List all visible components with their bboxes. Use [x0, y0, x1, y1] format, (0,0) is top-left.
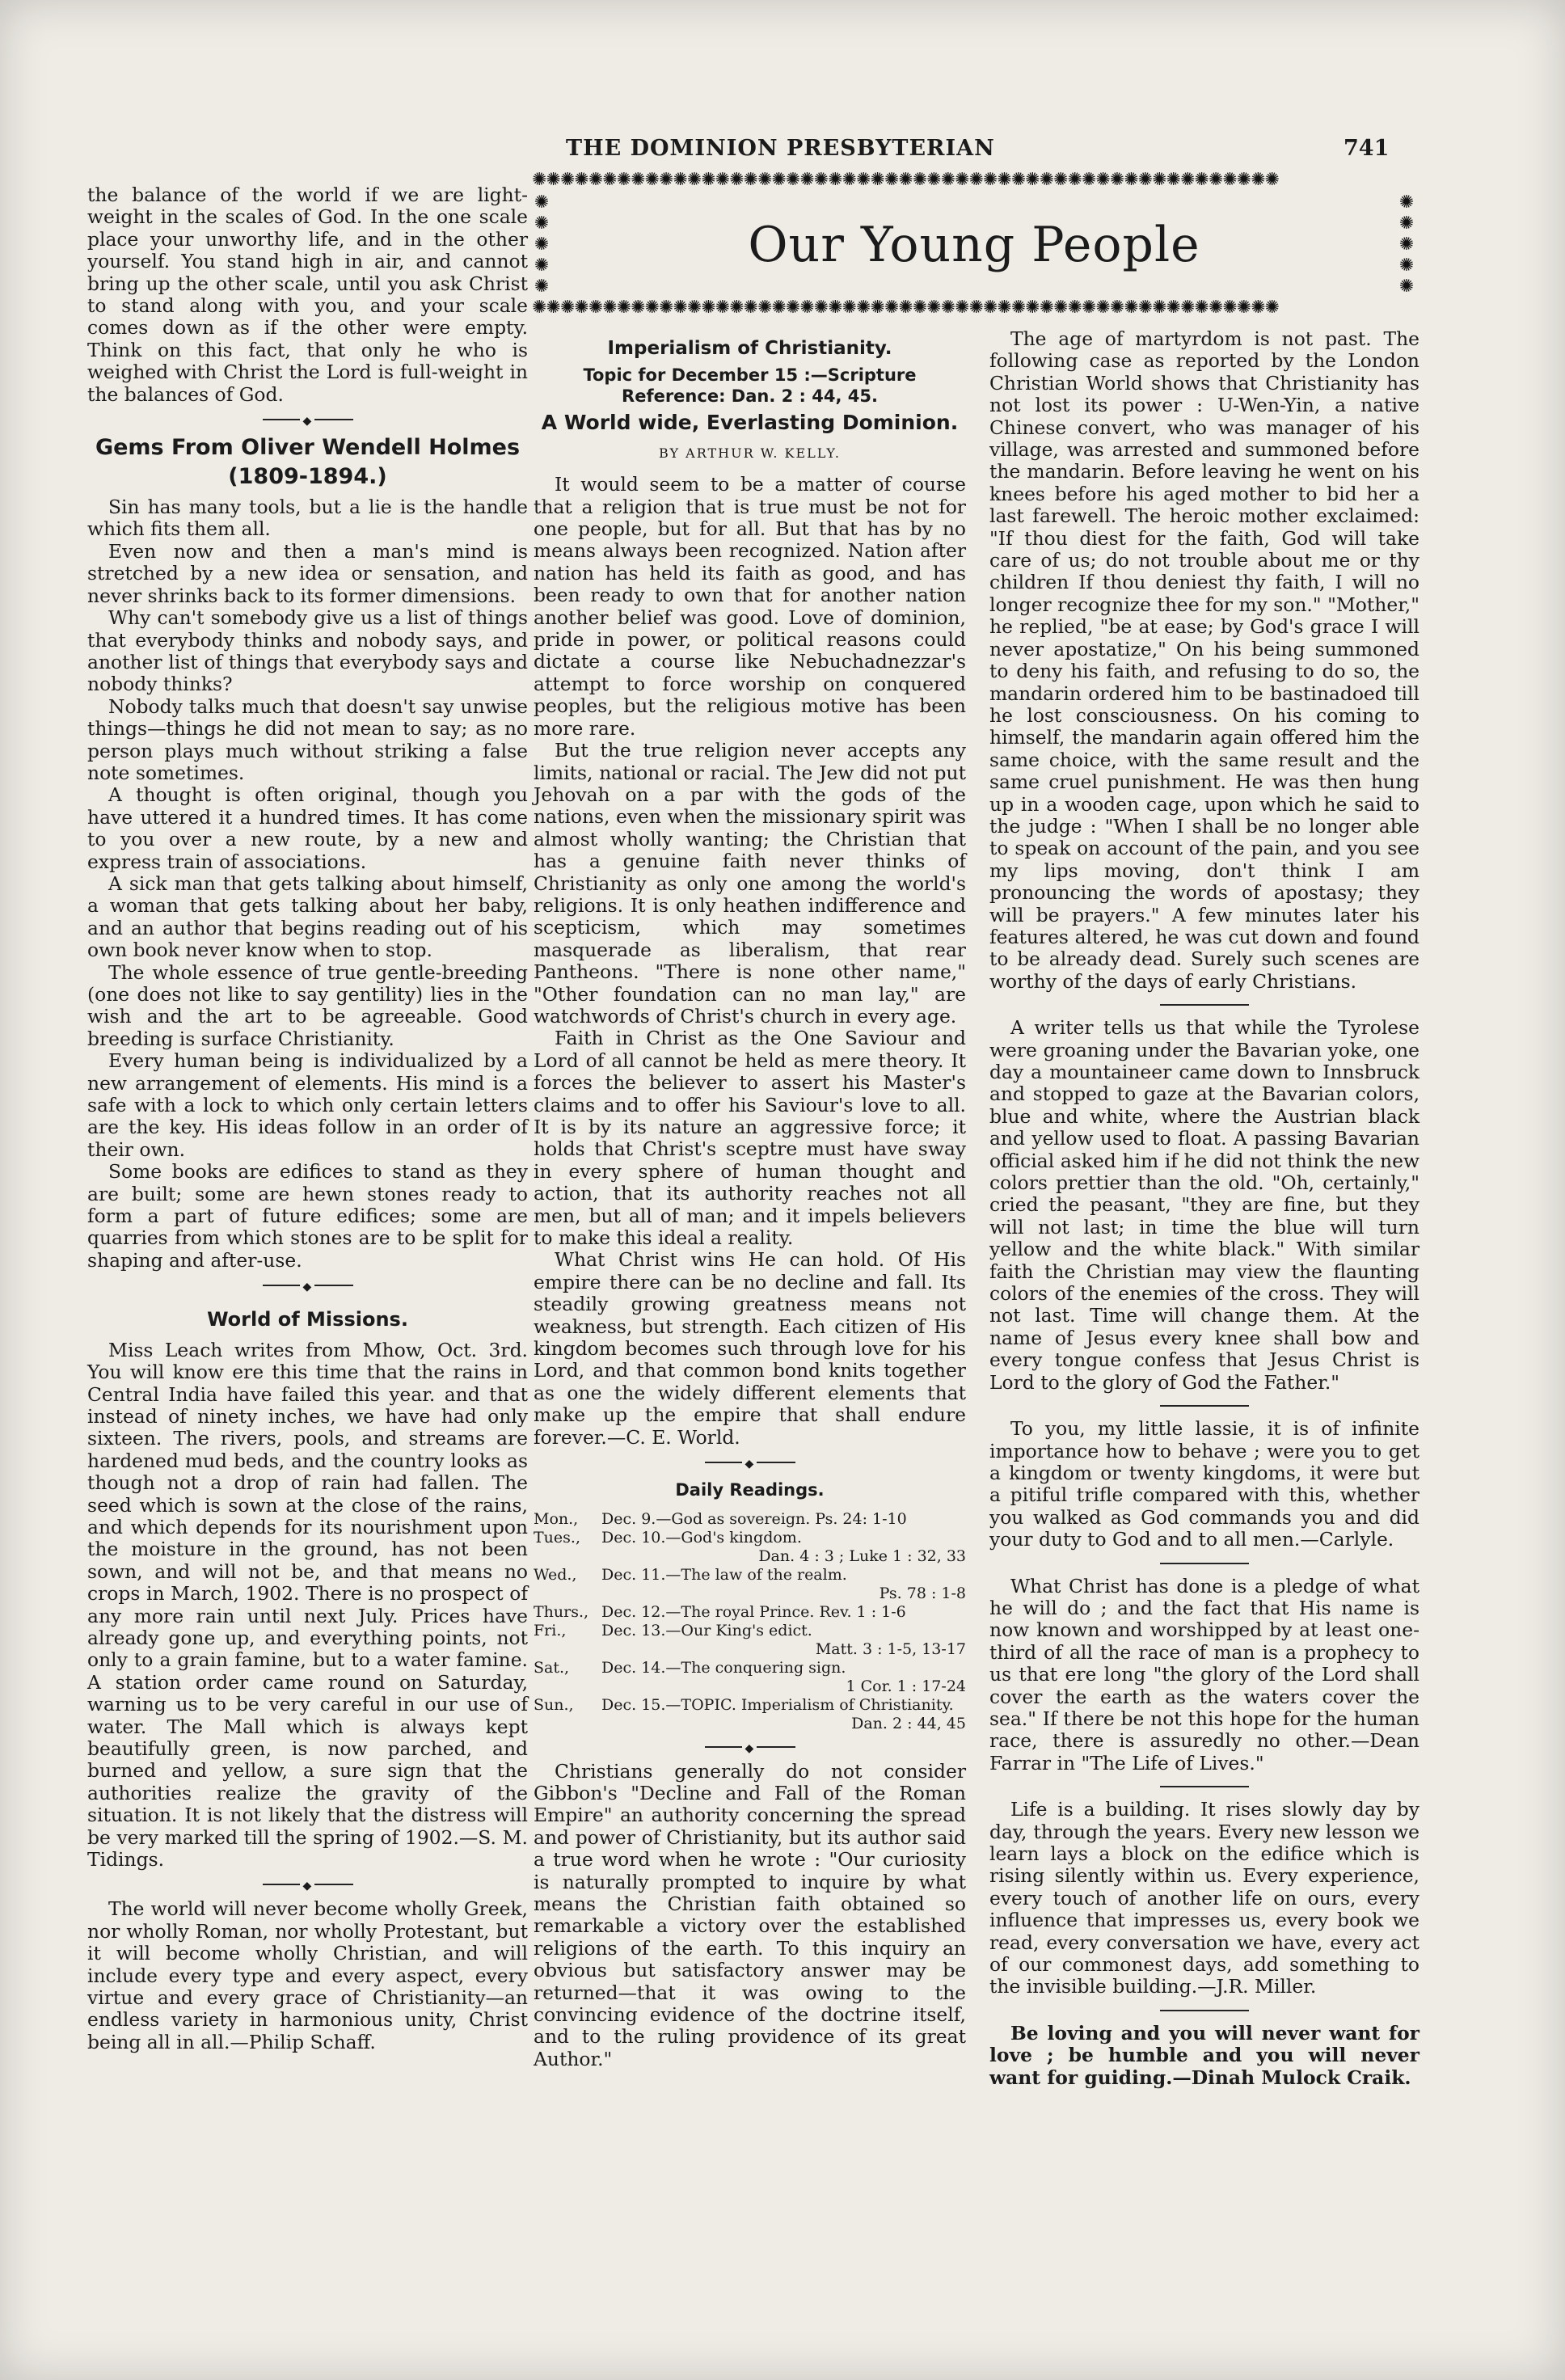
reading-item	[534, 1622, 966, 1640]
missions-heading: World of Missions.	[207, 1308, 408, 1331]
reading-text: Dec. 11.—The law of the realm.	[601, 1565, 847, 1584]
reading-day: Thurs.,	[534, 1602, 589, 1621]
daily-readings-heading: Daily Readings.	[675, 1480, 825, 1500]
reading-continuation: Matt. 3 : 1-5, 13-17	[815, 1639, 966, 1658]
ornament-border-left: ✺ ✺ ✺ ✺ ✺	[534, 192, 550, 297]
missions-paragraph: Miss Leach writes from Mhow, Oct. 3rd. You will know ere this time that the rains in Central India have failed this year. and that instead of ninety inches, we have had only sixteen. The rivers, pools, and streams are hardened mud beds, and the country looks as though not a drop of rain had fallen. The seed which is sown at the close of the rains, and which depends for its nourishment upon the moisture in the ground, has not been sown, and will not be, and that means no crops in March, 1902. There is no prospect of any more rain until next July. Prices have already gone up, and everything points, not only to a grain famine, but to a water famine. A station order came round on Saturday, warning us to be very careful in our use of water. The Mall which is always kept beautifully green, is now parched, and burned and yellow, a sure sign that the authorities realize the gravity of the situation. It is not likely that the distress will be very marked till the spring of 1902.—S. M. Tidings.	[87, 1338, 528, 1872]
byline: BY ARTHUR W. KELLY.	[659, 445, 841, 461]
intro-paragraph: the balance of the world if we are light-weight in the scales of God. In the one scale place your unworthy life, and in the other yourself. You stand high in air, and cannot bring up the other scale, until you ask Christ to stand along with you, and your scale comes down as if the other were empty. Think on this fact, that only he who is weighed with Christ the Lord is full-weight in the balances of God.	[87, 184, 528, 406]
section-divider	[534, 1454, 966, 1471]
gem-paragraph: Nobody talks much that doesn't say unwise things—things he did not mean to say; as no person plays much without striking a false note sometimes.	[87, 694, 528, 784]
tyrolese-paragraph: A writer tells us that while the Tyrolese were groaning under the Bavarian yoke, one day a mountaineer came down to Innsbruck and stopped to gaze at the Bavarian colors, blue and white, where the Austrian black and yellow used to float. A passing Bavarian official asked him if he did not think the new colors prettier than the old. "Oh, certainly," cried the peasant, "they are fine, but they will not last; in time the blue will turn yellow and the white black." With similar faith the Christian may view the flaunting colors of the enemies of the cross. They will not last. Time will change them. At the name of Jesus every knee shall bow and every tongue confess that Jesus Christ is Lord to the glory of God the Father."	[989, 1016, 1419, 1394]
daily-readings-list	[534, 1510, 966, 1733]
miller-paragraph: Life is a building. It rises slowly day by day, through the years. Every new lesson we learn lays a block on the edifice which is rising silently within us. Every experience, every touch of another life on ours, every influence that impresses us, every book we read, every conversation we have, every act of our commonest days, add something to the invisible building.—J.R. Miller.	[989, 1798, 1419, 1998]
running-title: THE DOMINION PRESBYTERIAN	[566, 136, 995, 161]
topic-line: Topic for December 15 :—Scripture Reference: Dan. 2 : 44, 45.	[583, 365, 917, 407]
left-column	[87, 184, 528, 2053]
carlyle-paragraph: To you, my little lassie, it is of infinite importance how to behave ; were you to get a kingdom or twenty kingdoms, it were but a pitiful trifle compared with this, whether you walked as God commands you and did your duty to God and to all men.—Carlyle.	[989, 1417, 1419, 1551]
section-divider	[87, 1277, 528, 1294]
section-title: Our Young People	[748, 217, 1200, 273]
section-divider	[87, 1876, 528, 1893]
ornament-border-top: ✺✺✺✺✺✺✺✺✺✺✺✺✺✺✺✺✺✺✺✺✺✺✺✺✺✺✺✺✺✺✺✺✺✺✺✺✺✺✺✺✺✺✺✺✺✺✺✺✺✺✺✺✺	[532, 171, 1279, 189]
ornament-border-right: ✺ ✺ ✺ ✺ ✺	[1398, 192, 1415, 297]
reading-day: Tues.,	[534, 1528, 580, 1547]
schaff-paragraph: The world will never become wholly Greek, nor wholly Roman, nor wholly Protestant, but it will become wholly Christian, and will include every type and every aspect, every virtue and every grace of Christianity—an endless variety in harmonious unity, Christ being all in all.—Philip Schaff.	[87, 1897, 528, 2053]
reading-continuation: Dan. 2 : 44, 45	[851, 1714, 966, 1732]
ornament-border-bottom: ✺✺✺✺✺✺✺✺✺✺✺✺✺✺✺✺✺✺✺✺✺✺✺✺✺✺✺✺✺✺✺✺✺✺✺✺✺✺✺✺✺✺✺✺✺✺✺✺✺✺✺✺✺	[532, 299, 1279, 317]
gem-paragraph: Some books are edifices to stand as they are built; some are hewn stones ready to form a part of future edifices; some are quarries from which stones are to be split for shaping and after-use.	[87, 1160, 528, 1272]
article-heading: A World wide, Everlasting Dominion.	[541, 411, 959, 435]
right-column	[989, 328, 1419, 2089]
gem-paragraph: Why can't somebody give us a list of things that everybody thinks and nobody says, and another list of things that everybody says and nobody thinks?	[87, 606, 528, 696]
reading-continuation: Dan. 4 : 3 ; Luke 1 : 32, 33	[758, 1547, 966, 1565]
section-divider	[1160, 1004, 1249, 1006]
gem-paragraph: Sin has many tools, but a lie is the handle which fits them all.	[87, 496, 528, 541]
reading-item	[534, 1659, 966, 1677]
gem-paragraph: Even now and then a man's mind is stretched by a new idea or sensation, and never shrinks back to its former dimensions.	[87, 539, 528, 607]
gem-paragraph: The whole essence of true gentle-breeding (one does not like to say gentility) lies in the wish and the art to be agreeable. Good breeding is surface Christianity.	[87, 960, 528, 1050]
page-header	[0, 136, 1565, 168]
article-paragraph: Faith in Christ as the One Saviour and Lord of all cannot be held as mere theory. It forces the believer to assert his Master's claims and to offer his Saviour's love to all. It is by its nature an aggressive force; it holds that Christ's sceptre must have sway in every sphere of human thought and action, that its authority reaches not all men, but all of man; and it impels believers to make this ideal a reality.	[534, 1027, 966, 1250]
section-divider	[1160, 1786, 1249, 1787]
reading-day: Sat.,	[534, 1658, 570, 1677]
reading-day: Sun.,	[534, 1695, 574, 1714]
gem-paragraph: A thought is often original, though you have uttered it a hundred times. It has come to you over a new route, by a new and express train of associations.	[87, 783, 528, 873]
page-number: 741	[1344, 136, 1390, 161]
reading-day: Mon.,	[534, 1509, 579, 1528]
reading-item	[534, 1510, 966, 1529]
reading-continuation: 1 Cor. 1 : 17-24	[846, 1677, 966, 1695]
reading-text: Dec. 13.—Our King's edict.	[601, 1621, 812, 1639]
reading-text: Dec. 14.—The conquering sign.	[601, 1658, 846, 1677]
reading-item	[534, 1566, 966, 1585]
section-banner	[532, 171, 1416, 317]
article-paragraph: It would seem to be a matter of course that a religion that is true must be not for one people, but for all. But that has by no means always been recognized. Nation after nation has held its faith as good, and has been ready to own that for another nation another belief was good. Love of dominion, pride in power, or political reasons could dictate a course like Nebuchadnezzar's attempt to force worship on conquered peoples, but the religious motive has been more rare.	[534, 473, 966, 740]
section-divider	[87, 411, 528, 428]
reading-text: Dec. 15.—TOPIC. Imperialism of Christianity.	[601, 1695, 954, 1714]
gem-paragraph: A sick man that gets talking about himself, a woman that gets talking about her baby, and an author that begins reading out of his own book never know when to stop.	[87, 871, 528, 962]
reading-text: Dec. 10.—God's kingdom.	[601, 1528, 802, 1547]
section-divider	[1160, 1563, 1249, 1564]
article-paragraph: But the true religion never accepts any limits, national or racial. The Jew did not put Jehovah on a par with the gods of the nations, even when the missionary spirit was almost wholly wanting; the Christian that has a genuine faith never thinks of Christianity as only one among the world's religions. It is only heathen indifference and scepticism, which may sometimes masquerade as liberalism, that rear Pantheons. "There is none other name," "Other foundation can no man lay," are watchwords of Christ's church in every age.	[534, 739, 966, 1028]
martyr-paragraph: The age of martyrdom is not past. The following case as reported by the London Christian World shows that Christianity has not lost its power : U-Wen-Yin, a native Chinese convert, who was manager of his village, was arrested and summoned before the mandarin. Before leaving he went on his knees before his aged mother to bid her a last farewell. The heroic mother exclaimed: "If thou diest for the faith, God will take care of us; do not trouble about me or thy children If thou deniest thy faith, I will no longer recognize thee for my son." "Mother," he replied, "be at ease; by God's grace I will never apostatize," On his being summoned to deny his faith, and refusing to do so, the mandarin ordered him to be bastinadoed till he lost consciousness. On his coming to himself, the mandarin again offered him the same choice, with the same result and the same cruel punishment. He was then hung up in a wooden cage, upon which he said to the judge : "When I shall be no longer able to speak on account of the pain, and you see my lips moving, don't think I am pronouncing the words of apostasy; they will be prayers." A few minutes later his features altered, he was cut down and found to be already dead. Surely such scenes are worthy of the days of early Christians.	[989, 327, 1419, 993]
article-paragraph: What Christ wins He can hold. Of His empire there can be no decline and fall. Its steadily growing greatness means not weakness, but strength. Each citizen of His kingdom becomes such through love for his Lord, and that common bond knits together as one the widely different elements that make up the empire that shall endure forever.—C. E. World.	[534, 1248, 966, 1449]
reading-continuation: Ps. 78 : 1-8	[879, 1584, 966, 1602]
craik-paragraph: Be loving and you will never want for love ; be humble and you will never want for guiding.—Dinah Mulock Craik.	[989, 2021, 1419, 2089]
section-divider	[534, 1738, 966, 1756]
gibbon-paragraph: Christians generally do not consider Gibbon's "Decline and Fall of the Roman Empire" an authority concerning the spread and power of Christianity, but its author said a true word when he wrote : "Our curiosity is naturally prompted to inquire by what means the Christian faith obtained so remarkable a victory over the established religions of the earth. To this inquiry an obvious but satisfactory answer may be returned—that it was owing to the convincing evidence of the doctrine itself, and to the ruling providence of its great Author."	[534, 1759, 966, 2070]
farrar-paragraph: What Christ has done is a pledge of what he will do ; and the fact that His name is now known and worshipped by at least one-third of all the race of man is a prophecy to us that ere long "the glory of the Lord shall cover the earth as the waters cover the sea." If there be not this hope for the human race, there is assuredly no other.—Dean Farrar in "The Life of Lives."	[989, 1574, 1419, 1774]
gem-paragraph: Every human being is individualized by a new arrangement of elements. His mind is a safe with a lock to which only certain letters are the key. His ideas follow in an order of their own.	[87, 1049, 528, 1161]
reading-text: Dec. 9.—God as sovereign. Ps. 24: 1-10	[601, 1509, 907, 1528]
middle-column	[534, 338, 966, 2070]
section-divider	[1160, 1405, 1249, 1407]
section-divider	[1160, 2010, 1249, 2011]
reading-day: Fri.,	[534, 1621, 567, 1639]
reading-item	[534, 1603, 966, 1622]
reading-day: Wed.,	[534, 1565, 577, 1584]
reading-text: Dec. 12.—The royal Prince. Rev. 1 : 1-6	[601, 1602, 906, 1621]
imperialism-heading: Imperialism of Christianity.	[607, 338, 892, 359]
reading-item	[534, 1696, 966, 1715]
gems-heading: Gems From Oliver Wendell Holmes (1809-1894.)	[95, 435, 521, 490]
reading-item	[534, 1529, 966, 1547]
